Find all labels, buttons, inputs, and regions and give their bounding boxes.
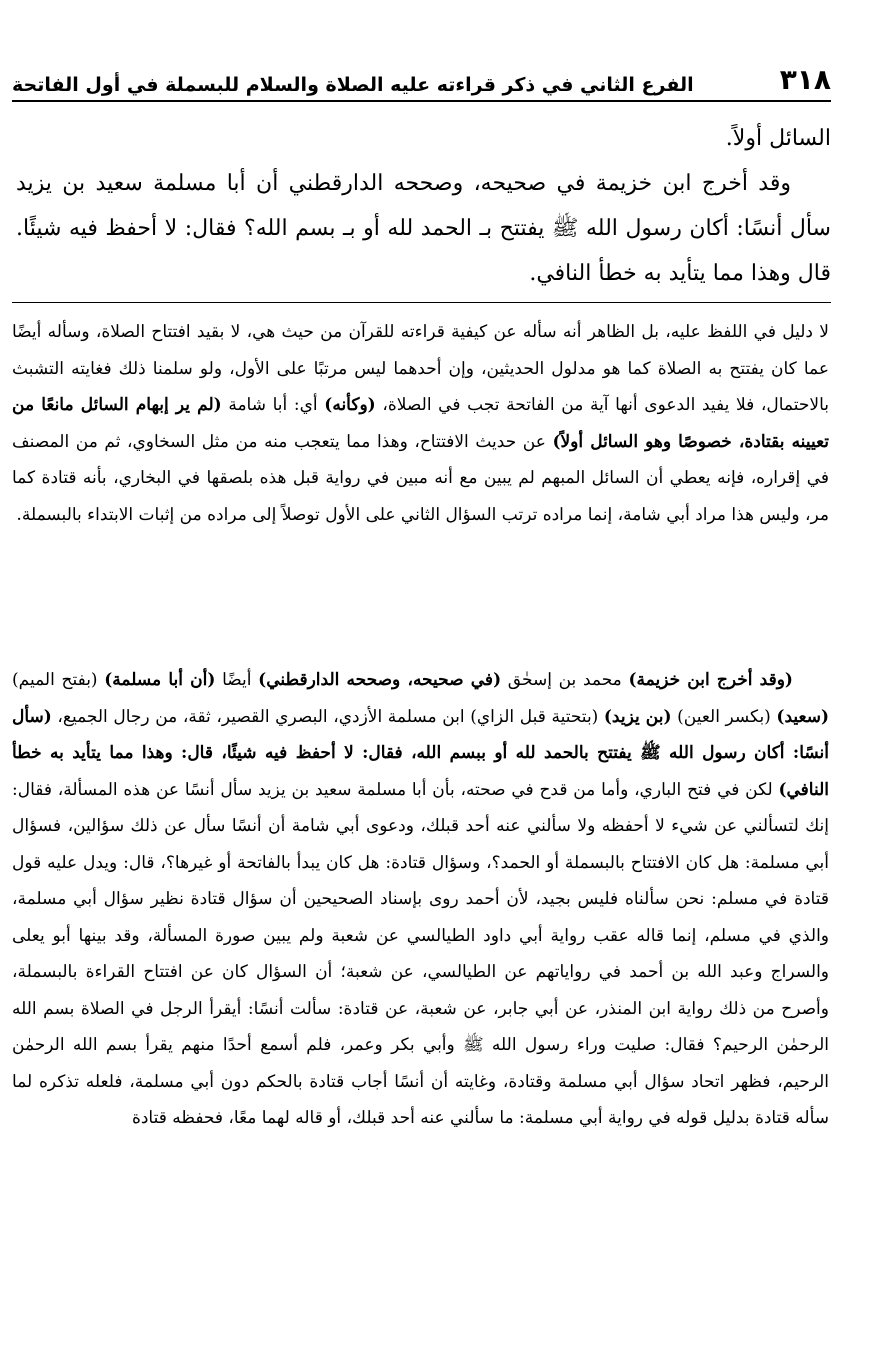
- section-divider: [12, 302, 831, 303]
- commentary-text: أيضًا: [215, 670, 259, 690]
- quoted-matn: (وقد أخرج ابن خزيمة): [628, 670, 793, 690]
- commentary-paragraph-1: [12, 314, 829, 533]
- quoted-matn: (أن أبا مسلمة): [104, 670, 216, 690]
- commentary-text: محمد بن إسحٰق: [501, 670, 629, 690]
- quoted-matn: (لم ير إبهام السائل مانعًا من تعيينه بقتادة، خصوصًا وهو السائل أولاً): [12, 395, 830, 452]
- page-header: [12, 52, 831, 102]
- commentary-text: عن حديث الافتتاح، وهذا مما يتعجب منه من مثل السخاوي، ثم من المصنف في إقراره، فإنه يعطي أن السائل المبهم لم يبين مع أنه مبين في رواية قبل هذه بلصقها في البخاري، بأنه قتادة كما مر، وليس هذا مراد أبي شامة، إنما مراده ترتب السؤال الثاني على الأول توصلاً إلى مراده من إثبات الابتداء بالبسملة.: [12, 431, 829, 525]
- commentary-text: لا دليل في اللفظ عليه، بل الظاهر أنه سأله عن كيفية قراءته للقرآن من حيث هي، لا بقيد افتتاح الصلاة، وسأله أيضًا عما كان يفتتح به الصلاة كما هو مدلول الحديثين، وإن أحدهما ليس مرتبًا على الأول، ولو سلمنا ذلك فغايته التشبث بالاحتمال، فلا يفيد الدعوى أنها آية من الفاتحة تجب في الصلاة،: [12, 322, 829, 415]
- running-title: الفرع الثاني في ذكر قراءته عليه الصلاة والسلام للبسملة في أول الفاتحة: [12, 74, 694, 96]
- quoted-matn: (سعيد): [776, 706, 829, 727]
- quoted-matn: (في صحيحه، وصححه الدارقطني): [258, 670, 502, 690]
- commentary-paragraph-2: [12, 662, 829, 1137]
- commentary-text: (بفتح الميم): [12, 670, 105, 690]
- commentary-text: (بتحتية قبل الزاي) ابن مسلمة الأزدي، البصري القصير، ثقة، من رجال الجميع،: [51, 706, 604, 727]
- quoted-matn: (بن يزيد): [603, 706, 672, 727]
- main-text-paragraph: وقد أخرج ابن خزيمة في صحيحه، وصححه الدارقطني أن أبا مسلمة سعيد بن يزيد سأل أنسًا: أكان رسول الله ﷺ يفتتح بـ الحمد لله أو بـ بسم الله؟ فقال: لا أحفظ فيه شيئًا. قال وهذا مما يتأيد به خطأ النافي.: [16, 171, 831, 286]
- commentary-block-2: [12, 662, 829, 1137]
- commentary-text: أي: أبا شامة: [221, 395, 325, 415]
- page-number: ٣١٨: [779, 63, 831, 96]
- commentary-text: (بكسر العين): [671, 706, 777, 727]
- main-text-line-1: السائل أولاً.: [725, 126, 831, 151]
- quoted-matn: (سأل أنسًا: أكان رسول الله ﷺ يفتتح بالحمد لله أو ببسم الله، فقال: لا أحفظ فيه شيئًا، قال: وهذا مما يتأيد به خطأ النافي): [12, 706, 829, 800]
- main-text: [16, 116, 831, 296]
- quoted-matn: (وكأنه): [324, 395, 376, 415]
- commentary-text: لكن في فتح الباري، وأما من قدح في صحته، بأن أبا مسلمة سعيد بن يزيد سأل أنسًا عن هذه المسألة، فقال: إنك لتسألني عن شيء لا أحفظه ولا سألني عنه أحد قبلك، ودعوى أبي شامة أن أنسًا سأل عن ذلك سؤالين، فسؤال أبي مسلمة: هل كان الافتتاح بالبسملة أو الحمد؟، وسؤال قتادة: هل كان يبدأ بالفاتحة أو غيرها؟، قال: ويدل عليه قول قتادة في مسلم: نحن سألناه فليس بجيد، لأن أحمد روى بإسناد الصحيحين أن سؤال قتادة نظير سؤال أبي مسلمة، والذي في مسلم، إنما قاله عقب رواية أبي داود الطيالسي عن شعبة ولم يبين صورة المسألة، وقد بينها أبو يعلى والسراج وعبد الله بن أحمد في رواياتهم عن الطيالسي، عن شعبة؛ أن السؤال كان عن افتتاح القراءة بالبسملة، وأصرح من ذلك رواية ابن المنذر، عن أبي جابر، عن شعبة، عن قتادة: سألت أنسًا: أيقرأ الرجل في الصلاة بسم الله الرحمٰن الرحيم؟ فقال: صليت وراء رسول الله ﷺ وأبي بكر وعمر، فلم أسمع أحدًا منهم يقرأ بسم الله الرحمٰن الرحيم، فظهر اتحاد سؤال أبي مسلمة وقتادة، وغايته أن أنسًا أجاب قتادة بالحكم دون أبي مسلمة، فلعله تذكره لما سأله قتادة بدليل قوله في رواية أبي مسلمة: ما سألني عنه أحد قبلك، أو قاله لهما معًا، فحفظه قتادة: [12, 779, 829, 1128]
- commentary-block-1: [12, 314, 829, 533]
